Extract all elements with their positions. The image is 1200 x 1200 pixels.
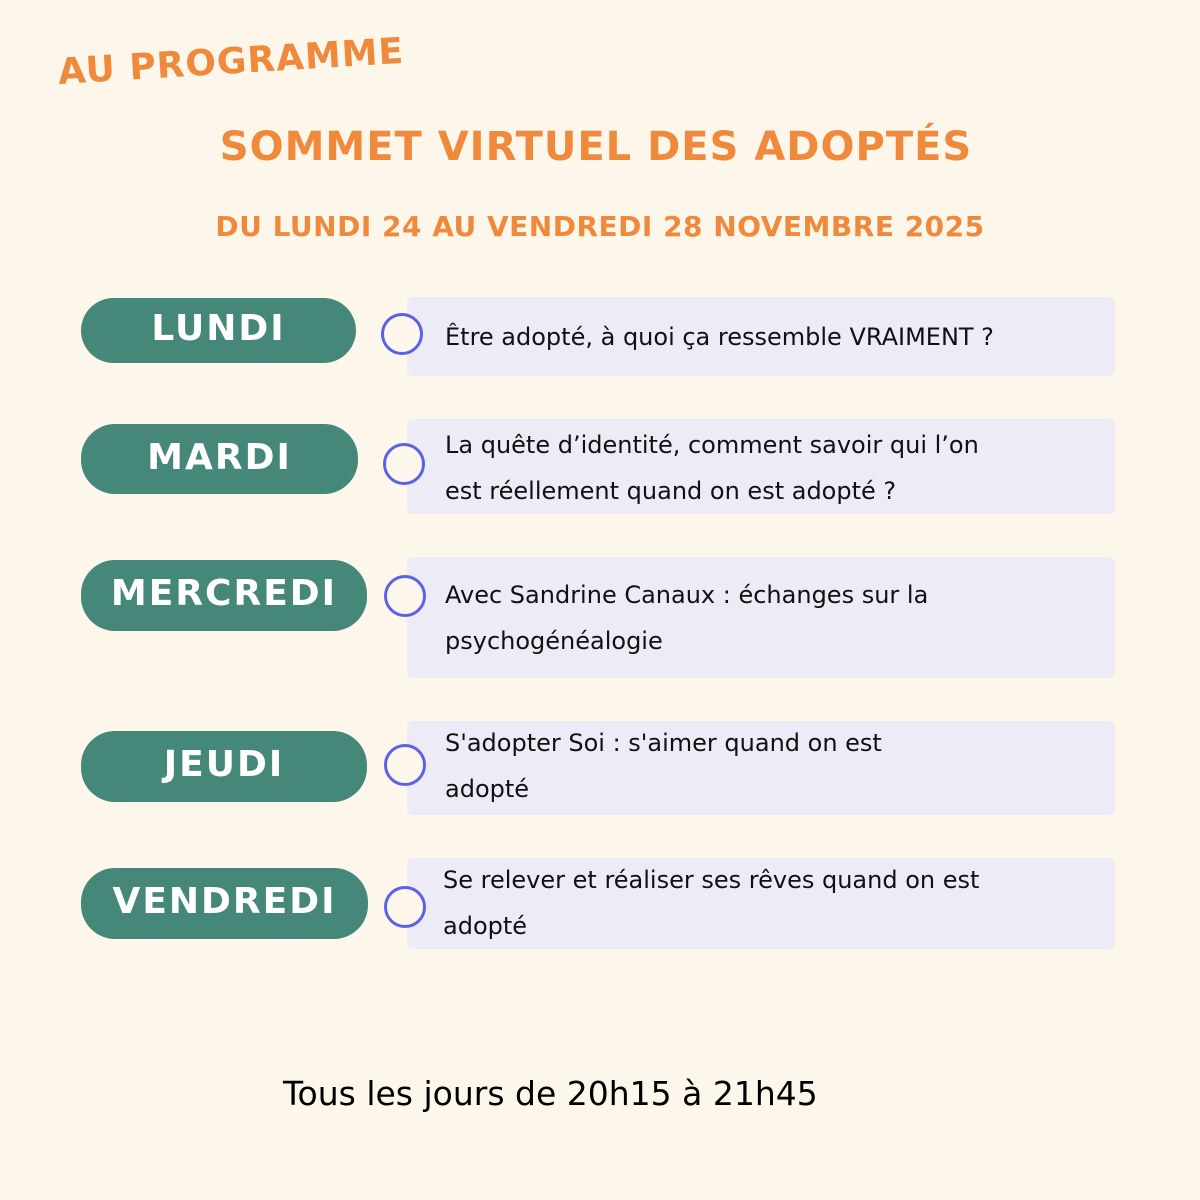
topic-text-mardi: La quête d’identité, comment savoir qui l’on est réellement quand on est adopté ? [445, 431, 979, 505]
day-pill-vendredi: VENDREDI [81, 868, 368, 939]
day-pill-mercredi: MERCREDI [81, 560, 367, 631]
topic-text-lundi: Être adopté, à quoi ça ressemble VRAIMENT ? [445, 323, 994, 351]
schedule-hours: Tous les jours de 20h15 à 21h45 [283, 1074, 818, 1113]
circle-marker-icon [381, 313, 423, 355]
circle-marker-icon [384, 744, 426, 786]
circle-marker-icon [384, 886, 426, 928]
circle-marker-icon [383, 443, 425, 485]
topic-text-jeudi: S'adopter Soi : s'aimer quand on est adopté [445, 729, 882, 803]
day-pill-mardi: MARDI [81, 424, 358, 494]
page-title [0, 124, 1200, 170]
circle-marker-icon [384, 575, 426, 617]
day-pill-jeudi: JEUDI [81, 731, 367, 802]
event-dates: DU LUNDI 24 AU VENDREDI 28 NOVEMBRE 2025 [215, 210, 985, 243]
day-pill-lundi: LUNDI [81, 298, 356, 363]
kicker-label: AU PROGRAMME [56, 30, 406, 93]
topic-text-vendredi: Se relever et réaliser ses rêves quand on est adopté [443, 866, 980, 940]
page-title-text: SOMMET VIRTUEL DES ADOPTÉS [219, 124, 973, 170]
topic-text-mercredi: Avec Sandrine Canaux : échanges sur la psychogénéalogie [445, 581, 929, 655]
